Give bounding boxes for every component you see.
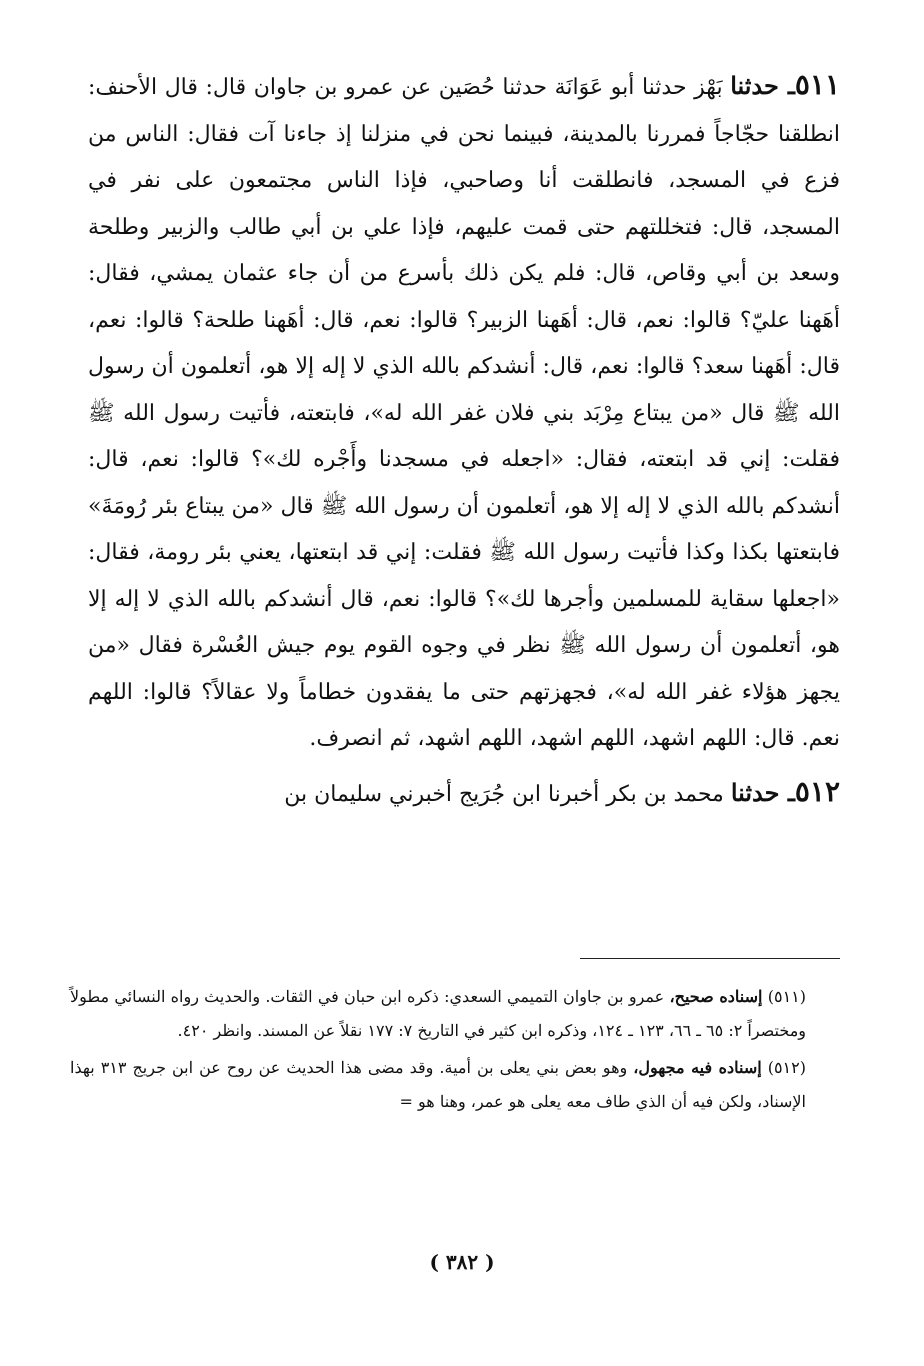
footnote-grade: إسناده صحيح، bbox=[669, 987, 763, 1006]
hadith-text: بَهْز حدثنا أبو عَوَانَة حدثنا حُصَين عن عمرو بن جاوان قال: قال الأحنف: انطلقنا حجّاجاً فمررنا بالمدينة، فبينما نحن في منزلنا إذ جاءنا آت فقال: الناس من فزع في المسجد، فانطلقت أنا وصاحبي، فإذا الناس مجتمعون على نفر في المسجد، قال: فتخللتهم حتى قمت عليهم، فإذا علي بن أبي طالب والزبير وطلحة وسعد بن أبي وقاص، قال: فلم يكن ذلك بأسرع من أن جاء عثمان يمشي، فقال: أهَهنا عليّ؟ قالوا: نعم، قال: أهَهنا الزبير؟ قالوا: نعم، قال: أهَهنا طلحة؟ قالوا: نعم، قال: أهَهنا سعد؟ قالوا: نعم، قال: أنشدكم بالله الذي لا إله إلا هو، أتعلمون أن رسول الله ﷺ قال «من يبتاع مِرْبَد بني فلان غفر الله له»، فابتعته، فأتيت رسول الله ﷺ فقلت: إني قد ابتعته، فقال: «اجعله في مسجدنا وأَجْره لك»؟ قالوا: نعم، قال: أنشدكم بالله الذي لا إله إلا هو، أتعلمون أن رسول الله ﷺ قال «من يبتاع بئر رُومَةَ» فابتعتها بكذا وكذا فأتيت رسول الله ﷺ فقلت: إني قد ابتعتها، يعني بئر رومة، فقال: «اجعلها سقاية للمسلمين وأجرها لك»؟ قالوا: نعم، قال أنشدكم بالله الذي لا إله إلا هو، أتعلمون أن رسول الله ﷺ نظر في وجوه القوم يوم جيش العُسْرة فقال «من يجهز هؤلاء غفر الله له»، فجهزتهم حتى ما يفقدون خطاماً ولا عقالاً؟ قالوا: اللهم نعم. قال: اللهم اشهد، اللهم اشهد، اللهم اشهد، ثم انصرف. bbox=[88, 75, 840, 751]
footnote-grade: إسناده فيه مجهول، bbox=[633, 1058, 762, 1077]
footnote-512 bbox=[70, 1051, 806, 1119]
main-text bbox=[88, 62, 840, 818]
footnote-divider bbox=[580, 958, 840, 959]
footnotes bbox=[70, 980, 806, 1122]
hadith-opening: حدثنا bbox=[730, 777, 780, 807]
footnote-text: وهو بعض بني يعلى بن أمية. وقد مضى هذا الحديث عن روح عن ابن جريج ٣١٣ بهذا الإسناد، ولكن فيه أن الذي طاف معه يعلى هو عمر، وهنا هو = bbox=[70, 1058, 806, 1111]
footnote-ref: (٥١٢) bbox=[767, 1058, 806, 1077]
footnote-511 bbox=[70, 980, 806, 1048]
hadith-text: محمد بن بكر أخبرنا ابن جُرَيج أخبرني سليمان بن bbox=[284, 781, 724, 807]
hadith-opening: حدثنا bbox=[730, 71, 779, 100]
hadith-512: ٥١٢ـ حدثنا محمد بن بكر أخبرنا ابن جُرَيج أخبرني سليمان بن bbox=[284, 774, 840, 808]
hadith-number: ٥١١ bbox=[794, 68, 840, 101]
page-number: ( ٣٨٢ ) bbox=[429, 1250, 495, 1274]
hadith-511: ٥١١ـ حدثنا بَهْز حدثنا أبو عَوَانَة حدثنا حُصَين عن عمرو بن جاوان قال: قال الأحنف: انطلقنا حجّاجاً فمررنا بالمدينة، فبينما نحن في منزلنا إذ جاءنا آت فقال: الناس من فزع في المسجد، فانطلقت أنا وصاحبي، فإذا الناس مجتمعون على نفر في المسجد، قال: فتخللتهم حتى قمت عليهم، فإذا علي بن أبي طالب والزبير وطلحة وسعد بن أبي وقاص، قال: فلم يكن ذلك بأسرع من أن جاء عثمان يمشي، فقال: أهَهنا عليّ؟ قالوا: نعم، قال: أهَهنا الزبير؟ قالوا: نعم، قال: أهَهنا طلحة؟ قالوا: نعم، قال: أهَهنا سعد؟ قالوا: نعم، قال: أنشدكم بالله الذي لا إله إلا هو، أتعلمون أن رسول الله ﷺ قال «من يبتاع مِرْبَد بني فلان غفر الله له»، فابتعته، فأتيت رسول الله ﷺ فقلت: إني قد ابتعته، فقال: «اجعله في مسجدنا وأَجْره لك»؟ قالوا: نعم، قال: أنشدكم بالله الذي لا إله إلا هو، أتعلمون أن رسول الله ﷺ قال «من يبتاع بئر رُومَةَ» فابتعتها بكذا وكذا فأتيت رسول الله ﷺ فقلت: إني قد ابتعتها، يعني بئر رومة، فقال: «اجعلها سقاية للمسلمين وأجرها لك»؟ قالوا: نعم، قال أنشدكم بالله الذي لا إله إلا هو، أتعلمون أن رسول الله ﷺ نظر في وجوه القوم يوم جيش العُسْرة فقال «من يجهز هؤلاء غفر الله له»، فجهزتهم حتى ما يفقدون خطاماً ولا عقالاً؟ قالوا: اللهم نعم. قال: اللهم اشهد، اللهم اشهد، اللهم اشهد، ثم انصرف. bbox=[88, 68, 840, 751]
hadith-number: ٥١٢ bbox=[794, 774, 840, 808]
footnote-ref: (٥١١) bbox=[767, 987, 807, 1006]
footnote-text: عمرو بن جاوان التميمي السعدي: ذكره ابن حبان في الثقات. والحديث رواه النسائي مطولاً ومختصراً ٢: ٦٥ ـ ٦٦، ١٢٣ ـ ١٢٤، وذكره ابن كثير في التاريخ ٧: ١٧٧ نقلاً عن المسند. وانظر ٤٢٠. bbox=[70, 987, 806, 1040]
